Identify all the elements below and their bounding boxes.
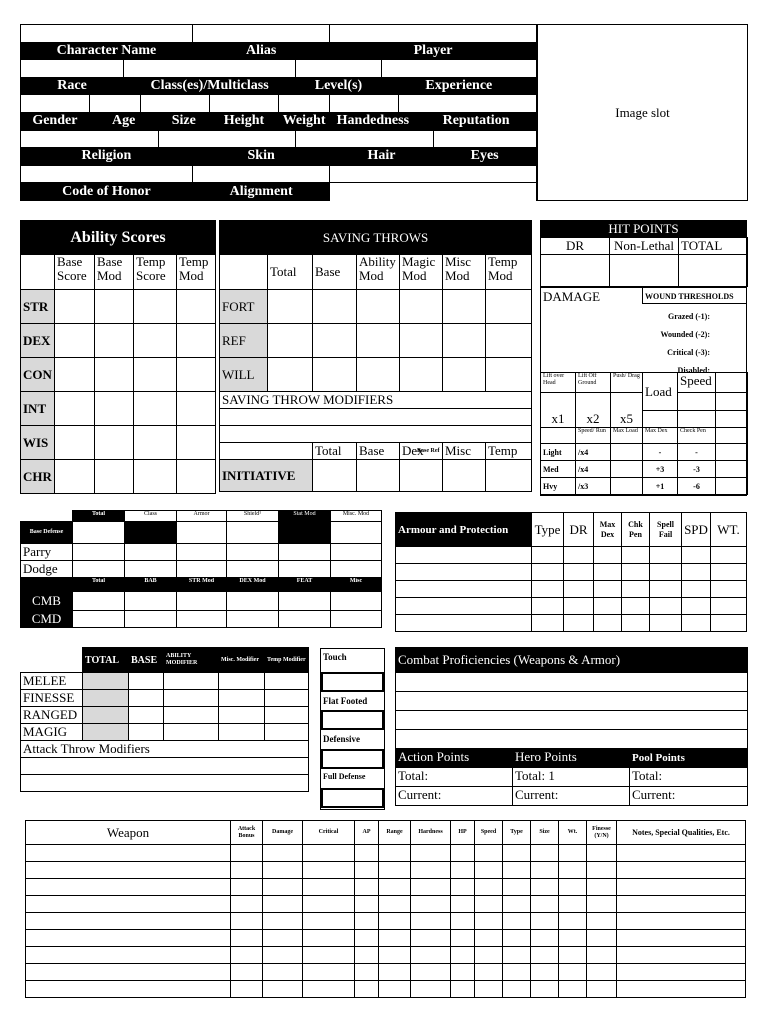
push-drag-value: x5 xyxy=(611,411,643,428)
def-input[interactable] xyxy=(331,561,382,578)
armour-input[interactable] xyxy=(396,547,532,564)
religion-label: Religion xyxy=(21,148,193,166)
initiative-label: INITIATIVE xyxy=(220,460,313,492)
image-slot[interactable] xyxy=(536,24,748,201)
cmb-input[interactable] xyxy=(331,592,382,611)
cmb-feat-header: FEAT xyxy=(279,578,331,592)
attack-input[interactable] xyxy=(129,707,164,724)
weapon-input[interactable] xyxy=(26,862,231,879)
attack-modifiers-label: Attack Throw Modifiers xyxy=(21,741,309,758)
weapon-input[interactable] xyxy=(26,879,231,896)
reputation-field[interactable] xyxy=(433,130,536,148)
base-mod-header: Base Mod xyxy=(95,255,134,290)
player-field[interactable] xyxy=(381,60,536,78)
armour-input[interactable] xyxy=(396,581,532,598)
armour-input[interactable] xyxy=(396,598,532,615)
load-table xyxy=(540,372,748,495)
race-field[interactable] xyxy=(21,95,90,113)
ability-input[interactable] xyxy=(177,392,216,426)
religion-field[interactable] xyxy=(21,165,193,183)
init-base-header: Base xyxy=(357,443,400,460)
size-header: Size xyxy=(531,821,559,845)
push-drag-header: Push/ Drag xyxy=(611,373,643,393)
total-field[interactable] xyxy=(679,255,748,287)
hero-points-total[interactable]: Total: 1 xyxy=(513,768,630,787)
flat-footed-field[interactable] xyxy=(321,710,384,730)
cmd-input[interactable] xyxy=(227,611,279,628)
gender-field[interactable] xyxy=(21,130,159,148)
save-input[interactable] xyxy=(486,324,532,358)
attack-input[interactable] xyxy=(129,724,164,741)
ability-input[interactable] xyxy=(55,290,95,324)
init-input[interactable] xyxy=(313,460,357,492)
armour-spd-header: SPD xyxy=(682,513,711,547)
init-temp-header: Temp xyxy=(486,443,532,460)
lift-over-head-header: Lift over Head xyxy=(541,373,576,393)
image-slot-label: Image slot xyxy=(615,104,670,120)
attack-bonus-header: Attack Bonus xyxy=(231,821,263,845)
hero-points-header: Hero Points xyxy=(513,749,630,768)
save-input[interactable] xyxy=(443,358,486,392)
weapon-input[interactable] xyxy=(26,913,231,930)
cmb-input[interactable] xyxy=(73,592,125,611)
pool-points-current[interactable]: Current: xyxy=(630,787,748,806)
def-input[interactable] xyxy=(125,544,177,561)
attack-modifiers-field[interactable] xyxy=(21,758,309,775)
attack-temp-header: Temp Modifier xyxy=(265,648,309,673)
lift-off-ground-value: x2 xyxy=(576,411,611,428)
ability-input[interactable] xyxy=(177,290,216,324)
saving-throw-modifiers-label: SAVING THROW MODIFIERS xyxy=(220,392,532,409)
cmd-input[interactable] xyxy=(331,611,382,628)
damage-header: Damage xyxy=(263,821,303,845)
speed-run-header: Speed/ Run xyxy=(576,428,611,444)
load-med: Med xyxy=(541,461,576,478)
wt-header: Wt. xyxy=(559,821,587,845)
cmd-input[interactable] xyxy=(73,611,125,628)
max-dex-header: Max Dex xyxy=(643,428,678,444)
def-input[interactable] xyxy=(279,561,331,578)
size-label: Size xyxy=(158,112,210,130)
attack-misc-header: Misc. Modifier xyxy=(219,648,265,673)
save-input[interactable] xyxy=(443,290,486,324)
weapon-header: Weapon xyxy=(26,821,231,845)
save-ability-header: Ability Mod xyxy=(357,255,400,290)
save-fort: FORT xyxy=(220,290,268,324)
save-input[interactable] xyxy=(313,358,357,392)
attack-table xyxy=(20,647,309,792)
defense-table xyxy=(20,510,382,628)
defensive-label: Defensive xyxy=(323,734,360,744)
size-field[interactable] xyxy=(158,130,296,148)
saving-throws-title: SAVING THROWS xyxy=(220,221,532,255)
def-input[interactable] xyxy=(73,522,125,544)
alias-label: Alias xyxy=(192,42,330,60)
init-misc-header: Misc xyxy=(443,443,486,460)
attack-input[interactable] xyxy=(129,673,164,690)
range-header: Range xyxy=(379,821,411,845)
save-will: WILL xyxy=(220,358,268,392)
character-info-table xyxy=(20,24,537,201)
save-input[interactable] xyxy=(357,324,400,358)
def-shield-header: Shield¹ xyxy=(227,511,279,522)
cmd-label: CMD xyxy=(21,611,73,628)
armour-input[interactable] xyxy=(396,615,532,632)
cmb-total-header: Total xyxy=(73,578,125,592)
ability-input[interactable] xyxy=(134,358,177,392)
armour-input[interactable] xyxy=(396,564,532,581)
damage-label: DAMAGE xyxy=(543,289,601,304)
full-defense-label: Full Defense xyxy=(323,772,366,781)
load-light-dex: - xyxy=(643,444,678,461)
ability-input[interactable] xyxy=(95,392,134,426)
parry-label: Parry xyxy=(21,544,73,561)
weight-field[interactable] xyxy=(296,130,434,148)
ability-input[interactable] xyxy=(95,290,134,324)
wound-disabled: Disabled: xyxy=(677,366,710,375)
saving-throw-modifiers-field[interactable] xyxy=(220,426,532,443)
load-hvy: Hvy xyxy=(541,478,576,495)
weapon-input[interactable] xyxy=(26,845,231,862)
ability-str: STR xyxy=(21,290,55,324)
pool-points-header: Pool Points xyxy=(630,749,748,768)
weapon-input[interactable] xyxy=(26,981,231,998)
player-label: Player xyxy=(330,42,536,60)
def-input[interactable] xyxy=(177,561,227,578)
attack-input[interactable] xyxy=(129,690,164,707)
check-pen-header: Check Pen xyxy=(678,428,716,444)
cmd-input[interactable] xyxy=(125,611,177,628)
ability-input[interactable] xyxy=(95,460,134,494)
save-base-header: Base xyxy=(313,255,357,290)
load-hvy-pen: -6 xyxy=(678,478,716,495)
load-hvy-mult: /x3 xyxy=(576,478,611,495)
def-input[interactable] xyxy=(331,544,382,561)
load-med-dex: +3 xyxy=(643,461,678,478)
total-header: TOTAL xyxy=(679,238,748,255)
save-misc-header: Misc Mod xyxy=(443,255,486,290)
ability-scores-table xyxy=(20,220,216,494)
ability-input[interactable] xyxy=(55,392,95,426)
eyes-label: Eyes xyxy=(433,148,536,166)
def-stat-header: Stat Mod xyxy=(279,511,331,522)
save-total-header: Total xyxy=(268,255,313,290)
level-label: Level(s) xyxy=(296,77,382,95)
cmd-input[interactable] xyxy=(279,611,331,628)
wound-thresholds-title: WOUND THRESHOLDS xyxy=(645,292,734,301)
init-input[interactable] xyxy=(357,460,400,492)
class-field[interactable] xyxy=(141,95,210,113)
armour-max-dex-header: Max Dex xyxy=(594,513,622,547)
def-input[interactable] xyxy=(227,544,279,561)
ability-input[interactable] xyxy=(95,426,134,460)
ability-input[interactable] xyxy=(55,324,95,358)
attack-input[interactable] xyxy=(265,707,309,724)
action-points-current[interactable]: Current: xyxy=(396,787,513,806)
save-ref: REF xyxy=(220,324,268,358)
lift-off-ground-header: Lift Off Ground xyxy=(576,373,611,393)
attack-input[interactable] xyxy=(265,724,309,741)
ability-input[interactable] xyxy=(177,358,216,392)
attack-input[interactable] xyxy=(164,707,219,724)
max-load-header: Max Load xyxy=(611,428,643,444)
attack-input[interactable] xyxy=(219,690,265,707)
level-field[interactable] xyxy=(278,95,330,113)
attack-ability-header: ABILITY MODIFIER xyxy=(164,648,219,673)
attack-input[interactable] xyxy=(265,690,309,707)
cmb-input[interactable] xyxy=(177,592,227,611)
gender-label: Gender xyxy=(21,112,90,130)
cmb-input[interactable] xyxy=(125,592,177,611)
cmb-str-header: STR Mod xyxy=(177,578,227,592)
proficiency-field[interactable] xyxy=(396,692,748,711)
init-base-ref-header: Base Ref xyxy=(417,448,440,454)
ap-header: AP xyxy=(355,821,379,845)
touch-field[interactable] xyxy=(321,672,384,692)
attack-melee: MELEE xyxy=(21,673,83,690)
def-class-header: Class xyxy=(125,511,177,522)
cmb-dex-header: DEX Mod xyxy=(227,578,279,592)
save-input[interactable] xyxy=(400,290,443,324)
save-input[interactable] xyxy=(313,324,357,358)
def-input[interactable] xyxy=(73,561,125,578)
def-misc-header: Misc. Mod xyxy=(331,511,382,522)
def-input[interactable] xyxy=(73,544,125,561)
save-input[interactable] xyxy=(400,358,443,392)
attack-ranged: RANGED xyxy=(21,707,83,724)
character-name-label: Character Name xyxy=(21,42,193,60)
action-points-total[interactable]: Total: xyxy=(396,768,513,787)
save-temp-header: Temp Mod xyxy=(486,255,532,290)
armour-spell-fail-header: Spell Fail xyxy=(650,513,682,547)
save-input[interactable] xyxy=(357,358,400,392)
defensive-field[interactable] xyxy=(321,749,384,769)
ability-input[interactable] xyxy=(134,324,177,358)
wound-wounded: Wounded (-2): xyxy=(660,330,710,339)
ability-chr: CHR xyxy=(21,460,55,494)
ability-int: INT xyxy=(21,392,55,426)
attack-input[interactable] xyxy=(164,690,219,707)
ability-input[interactable] xyxy=(134,290,177,324)
ability-input[interactable] xyxy=(177,426,216,460)
load-header: Load xyxy=(643,373,678,411)
skin-field[interactable] xyxy=(192,165,330,183)
def-input[interactable] xyxy=(279,544,331,561)
base-defense-label: Base Defense xyxy=(21,522,73,544)
save-input[interactable] xyxy=(268,290,313,324)
save-input[interactable] xyxy=(357,290,400,324)
def-total-header: Total xyxy=(73,511,125,522)
weight-label: Weight xyxy=(278,112,330,130)
attack-input[interactable] xyxy=(164,673,219,690)
ability-input[interactable] xyxy=(134,460,177,494)
load-light-pen: - xyxy=(678,444,716,461)
ability-input[interactable] xyxy=(95,324,134,358)
reputation-label: Reputation xyxy=(416,112,536,130)
dr-header: DR xyxy=(541,238,610,255)
hair-label: Hair xyxy=(330,148,433,166)
save-input[interactable] xyxy=(486,358,532,392)
hardness-header: Hardness xyxy=(411,821,451,845)
notes-header: Notes, Special Qualities, Etc. xyxy=(617,821,746,845)
init-dex-header: Dex xyxy=(400,443,443,460)
non-lethal-header: Non-Lethal xyxy=(610,238,679,255)
attack-input[interactable] xyxy=(164,724,219,741)
touch-label: Touch xyxy=(323,652,347,662)
save-input[interactable] xyxy=(400,324,443,358)
ability-wis: WIS xyxy=(21,426,55,460)
def-input[interactable] xyxy=(125,561,177,578)
ability-input[interactable] xyxy=(177,324,216,358)
weapon-input[interactable] xyxy=(26,896,231,913)
saving-throws-table xyxy=(219,220,532,492)
lift-over-head-value: x1 xyxy=(541,411,576,428)
weapon-input[interactable] xyxy=(26,964,231,981)
character-name-field[interactable] xyxy=(21,60,124,78)
armour-wt-header: WT. xyxy=(711,513,747,547)
cmb-misc-header: Misc xyxy=(331,578,382,592)
cmb-bab-header: BAB xyxy=(125,578,177,592)
speed-header: Speed xyxy=(678,373,716,393)
attack-input[interactable] xyxy=(265,673,309,690)
cmd-input[interactable] xyxy=(177,611,227,628)
ability-scores-title: Ability Scores xyxy=(21,221,216,255)
ability-input[interactable] xyxy=(55,460,95,494)
ability-input[interactable] xyxy=(134,392,177,426)
full-defense-field[interactable] xyxy=(321,788,384,808)
proficiencies-table xyxy=(395,647,748,806)
init-total-header: Total xyxy=(313,443,357,460)
hero-points-current[interactable]: Current: xyxy=(513,787,630,806)
cmb-input[interactable] xyxy=(227,592,279,611)
weapons-table xyxy=(25,820,746,998)
cmb-label: CMB xyxy=(21,592,73,611)
attack-total-header: TOTAL xyxy=(83,648,129,673)
save-input[interactable] xyxy=(313,290,357,324)
load-light-mult: /x4 xyxy=(576,444,611,461)
ability-dex: DEX xyxy=(21,324,55,358)
def-input[interactable] xyxy=(177,544,227,561)
save-magic-header: Magic Mod xyxy=(400,255,443,290)
ability-input[interactable] xyxy=(55,358,95,392)
cmb-input[interactable] xyxy=(279,592,331,611)
skin-label: Skin xyxy=(192,148,330,166)
ability-input[interactable] xyxy=(95,358,134,392)
attack-modifiers-field[interactable] xyxy=(21,775,309,792)
proficiency-field[interactable] xyxy=(396,673,748,692)
weapon-input[interactable] xyxy=(26,930,231,947)
height-label: Height xyxy=(210,112,279,130)
def-input[interactable] xyxy=(177,522,227,544)
attack-magig: MAGIG xyxy=(21,724,83,741)
armour-title: Armour and Protection xyxy=(396,513,532,547)
attack-base-header: BASE xyxy=(129,648,164,673)
proficiencies-title: Combat Proficiencies (Weapons & Armor) xyxy=(396,648,748,673)
armour-type-header: Type xyxy=(532,513,564,547)
armour-dr-header: DR xyxy=(564,513,594,547)
load-light: Light xyxy=(541,444,576,461)
speed-header-w: Speed xyxy=(475,821,503,845)
ability-input[interactable] xyxy=(177,460,216,494)
experience-field[interactable] xyxy=(399,95,537,113)
alias-field[interactable] xyxy=(124,60,296,78)
save-input[interactable] xyxy=(486,290,532,324)
ability-con: CON xyxy=(21,358,55,392)
proficiency-field[interactable] xyxy=(396,711,748,730)
proficiency-field[interactable] xyxy=(396,730,748,749)
init-input[interactable] xyxy=(443,460,486,492)
hit-points-title: HIT POINTS xyxy=(540,220,747,237)
saving-throw-modifiers-field[interactable] xyxy=(220,409,532,426)
class-label: Class(es)/Multiclass xyxy=(124,77,296,95)
action-points-header: Action Points xyxy=(396,749,513,768)
save-input[interactable] xyxy=(443,324,486,358)
attack-input[interactable] xyxy=(219,724,265,741)
hp-header: HP xyxy=(451,821,475,845)
def-input[interactable] xyxy=(227,522,279,544)
attack-input[interactable] xyxy=(219,707,265,724)
load-med-pen: -3 xyxy=(678,461,716,478)
save-input[interactable] xyxy=(268,324,313,358)
weapon-input[interactable] xyxy=(26,947,231,964)
hit-points-table xyxy=(540,237,748,287)
alignment-label: Alignment xyxy=(192,183,330,201)
pool-points-total[interactable]: Total: xyxy=(630,768,748,787)
wound-critical: Critical (-3): xyxy=(667,348,710,357)
temp-mod-header: Temp Mod xyxy=(177,255,216,290)
attack-finesse: FINESSE xyxy=(21,690,83,707)
def-armor-header: Armor xyxy=(177,511,227,522)
finesse-header: Finesse (Y/N) xyxy=(587,821,617,845)
age-label: Age xyxy=(89,112,158,130)
init-input[interactable] xyxy=(486,460,532,492)
non-lethal-field[interactable] xyxy=(610,255,679,287)
race-label: Race xyxy=(21,77,124,95)
attack-input[interactable] xyxy=(219,673,265,690)
temp-score-header: Temp Score xyxy=(134,255,177,290)
handedness-label: Handedness xyxy=(330,112,416,130)
def-input[interactable] xyxy=(227,561,279,578)
init-input[interactable] xyxy=(400,460,443,492)
dr-field[interactable] xyxy=(541,255,610,287)
load-med-mult: /x4 xyxy=(576,461,611,478)
hair-eyes-field[interactable] xyxy=(330,165,536,183)
wound-grazed: Grazed (-1): xyxy=(668,312,710,321)
save-input[interactable] xyxy=(268,358,313,392)
flat-footed-label: Flat Footed xyxy=(323,696,368,706)
base-score-header: Base Score xyxy=(55,255,95,290)
armour-chk-pen-header: Chk Pen xyxy=(622,513,650,547)
type-header: Type xyxy=(503,821,531,845)
ability-input[interactable] xyxy=(55,426,95,460)
ability-input[interactable] xyxy=(134,426,177,460)
load-hvy-dex: +1 xyxy=(643,478,678,495)
armour-table xyxy=(395,512,747,632)
def-input[interactable] xyxy=(331,522,382,544)
code-of-honor-label: Code of Honor xyxy=(21,183,193,201)
experience-label: Experience xyxy=(381,77,536,95)
dodge-label: Dodge xyxy=(21,561,73,578)
critical-header: Critical xyxy=(303,821,355,845)
